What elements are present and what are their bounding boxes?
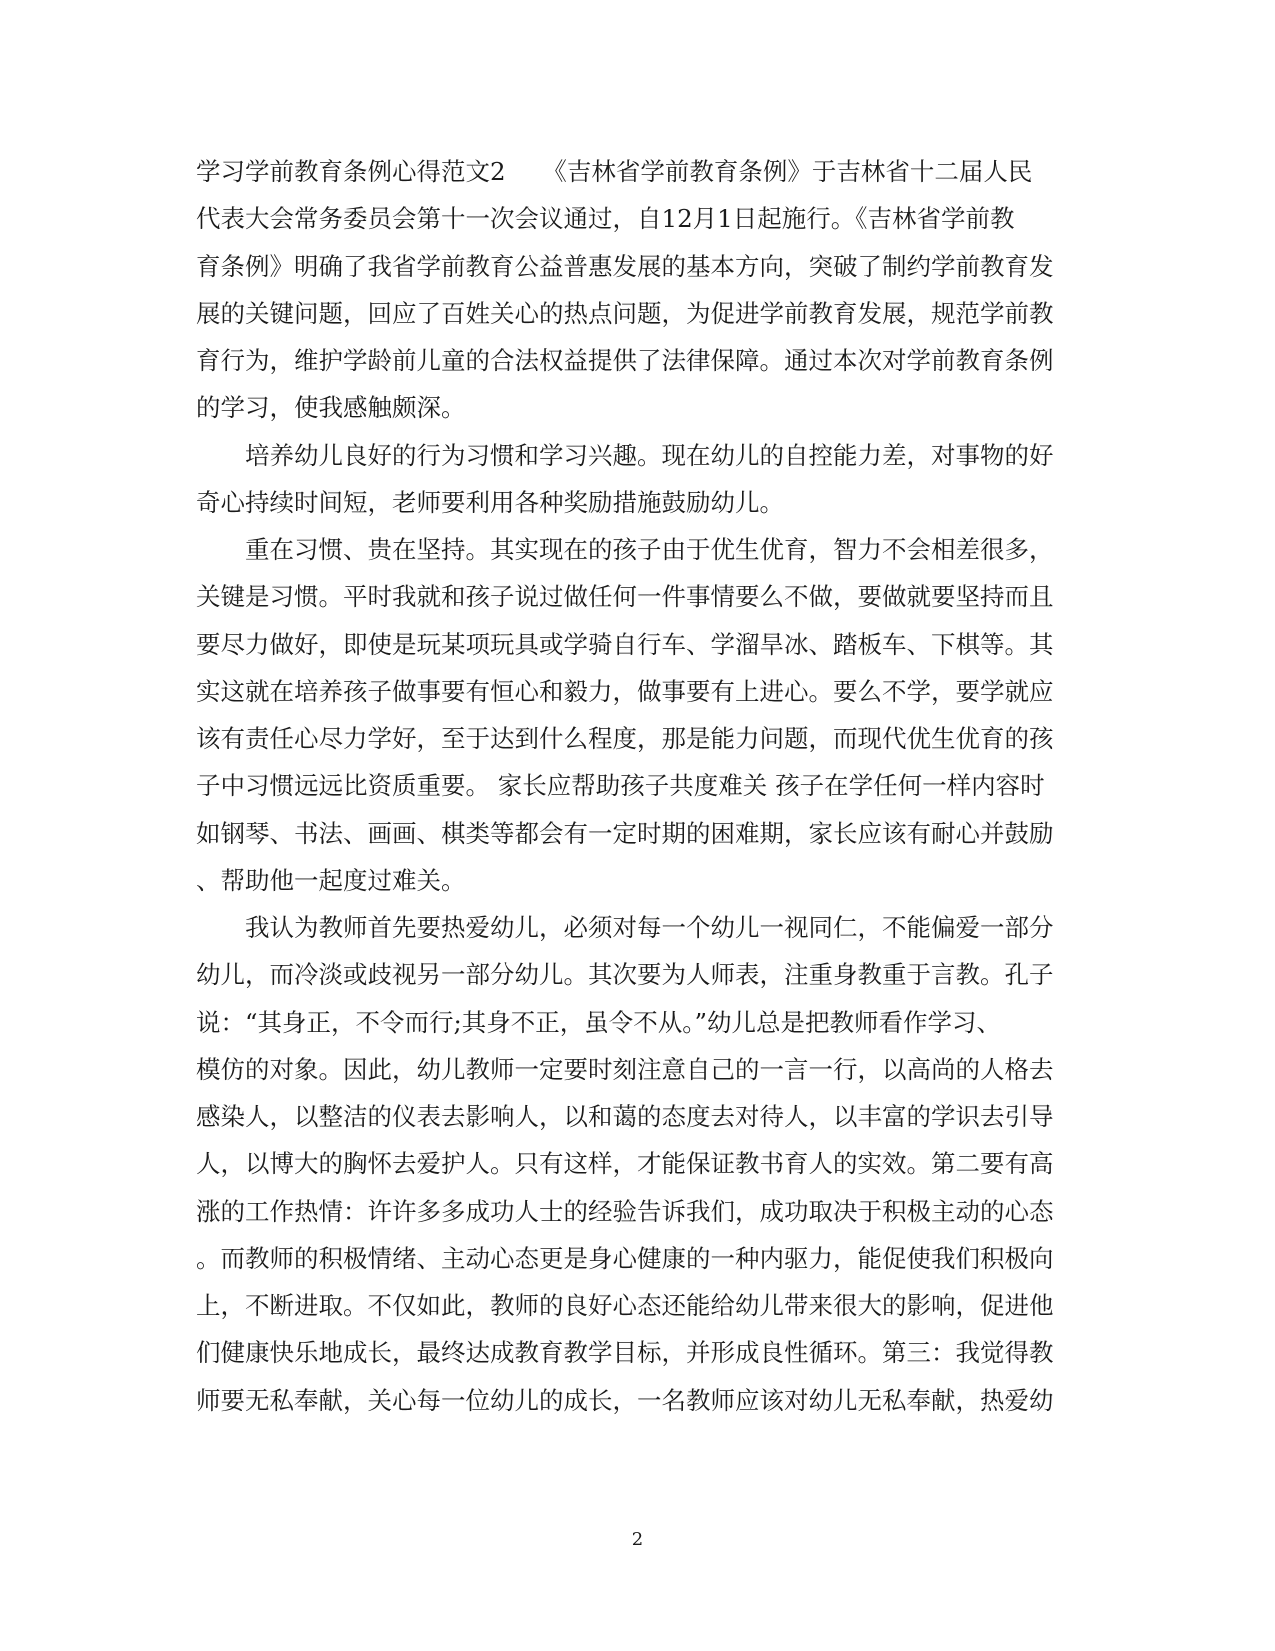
text-line: 上，不断进取。不仅如此，教师的良好心态还能给幼儿带来很大的影响，促进他 (196, 1291, 1054, 1320)
text-line: 育条例》明确了我省学前教育公益普惠发展的基本方向，突破了制约学前教育发 (196, 252, 1054, 281)
text-line: 师要无私奉献，关心每一位幼儿的成长，一名教师应该对幼儿无私奉献，热爱幼 (196, 1386, 1054, 1415)
text-line: 子中习惯远远比资质重要。 家长应帮助孩子共度难关 孩子在学任何一样内容时 (196, 771, 1045, 800)
text-line: 人，以博大的胸怀去爱护人。只有这样，才能保证教书育人的实效。第二要有高 (196, 1149, 1054, 1178)
text-line: 如钢琴、书法、画画、棋类等都会有一定时期的困难期，家长应该有耐心并鼓励 (196, 819, 1054, 848)
text-line: 实这就在培养孩子做事要有恒心和毅力，做事要有上进心。要么不学，要学就应 (196, 677, 1054, 706)
text-line: 关键是习惯。平时我就和孩子说过做任何一件事情要么不做，要做就要坚持而且 (196, 582, 1054, 611)
text-line: 涨的工作热情：许许多多成功人士的经验告诉我们，成功取决于积极主动的心态 (196, 1197, 1054, 1226)
text-line: 幼儿，而冷淡或歧视另一部分幼儿。其次要为人师表，注重身教重于言教。孔子 (196, 960, 1054, 989)
text-line: 的学习，使我感触颇深。 (196, 393, 466, 422)
text-line: 重在习惯、贵在坚持。其实现在的孩子由于优生优育，智力不会相差很多， (196, 535, 1054, 564)
text-line: 模仿的对象。因此，幼儿教师一定要时刻注意自己的一言一行，以高尚的人格去 (196, 1055, 1054, 1084)
text-line: 育行为，维护学龄前儿童的合法权益提供了法律保障。通过本次对学前教育条例 (196, 346, 1054, 375)
page-number: 2 (631, 1529, 644, 1550)
text-line: 们健康快乐地成长，最终达成教育教学目标，并形成良性循环。第三：我觉得教 (196, 1338, 1054, 1367)
text-line: 感染人，以整洁的仪表去影响人，以和蔼的态度去对待人，以丰富的学识去引导 (196, 1102, 1054, 1131)
text-line: 说：“其身正，不令而行;其身不正，虽令不从。”幼儿总是把教师看作学习、 (196, 1008, 1002, 1037)
text-line: 奇心持续时间短，老师要利用各种奖励措施鼓励幼儿。 (196, 488, 784, 517)
text-line: 代表大会常务委员会第十一次会议通过，自12月1日起施行。《吉林省学前教 (196, 204, 1015, 233)
text-line: 该有责任心尽力学好，至于达到什么程度，那是能力问题，而现代优生优育的孩 (196, 724, 1054, 753)
text-line: 我认为教师首先要热爱幼儿，必须对每一个幼儿一视同仁，不能偏爱一部分 (196, 913, 1054, 942)
text-line: 学习学前教育条例心得范文2 《吉林省学前教育条例》于吉林省十二届人民 (196, 157, 1033, 186)
text-line: 培养幼儿良好的行为习惯和学习兴趣。现在幼儿的自控能力差，对事物的好 (196, 441, 1054, 470)
text-line: 。而教师的积极情绪、主动心态更是身心健康的一种内驱力，能促使我们积极向 (196, 1244, 1054, 1273)
text-line: 要尽力做好，即使是玩某项玩具或学骑自行车、学溜旱冰、踏板车、下棋等。其 (196, 630, 1054, 659)
text-line: 、帮助他一起度过难关。 (196, 866, 466, 895)
text-line: 展的关键问题，回应了百姓关心的热点问题，为促进学前教育发展，规范学前教 (196, 299, 1054, 328)
